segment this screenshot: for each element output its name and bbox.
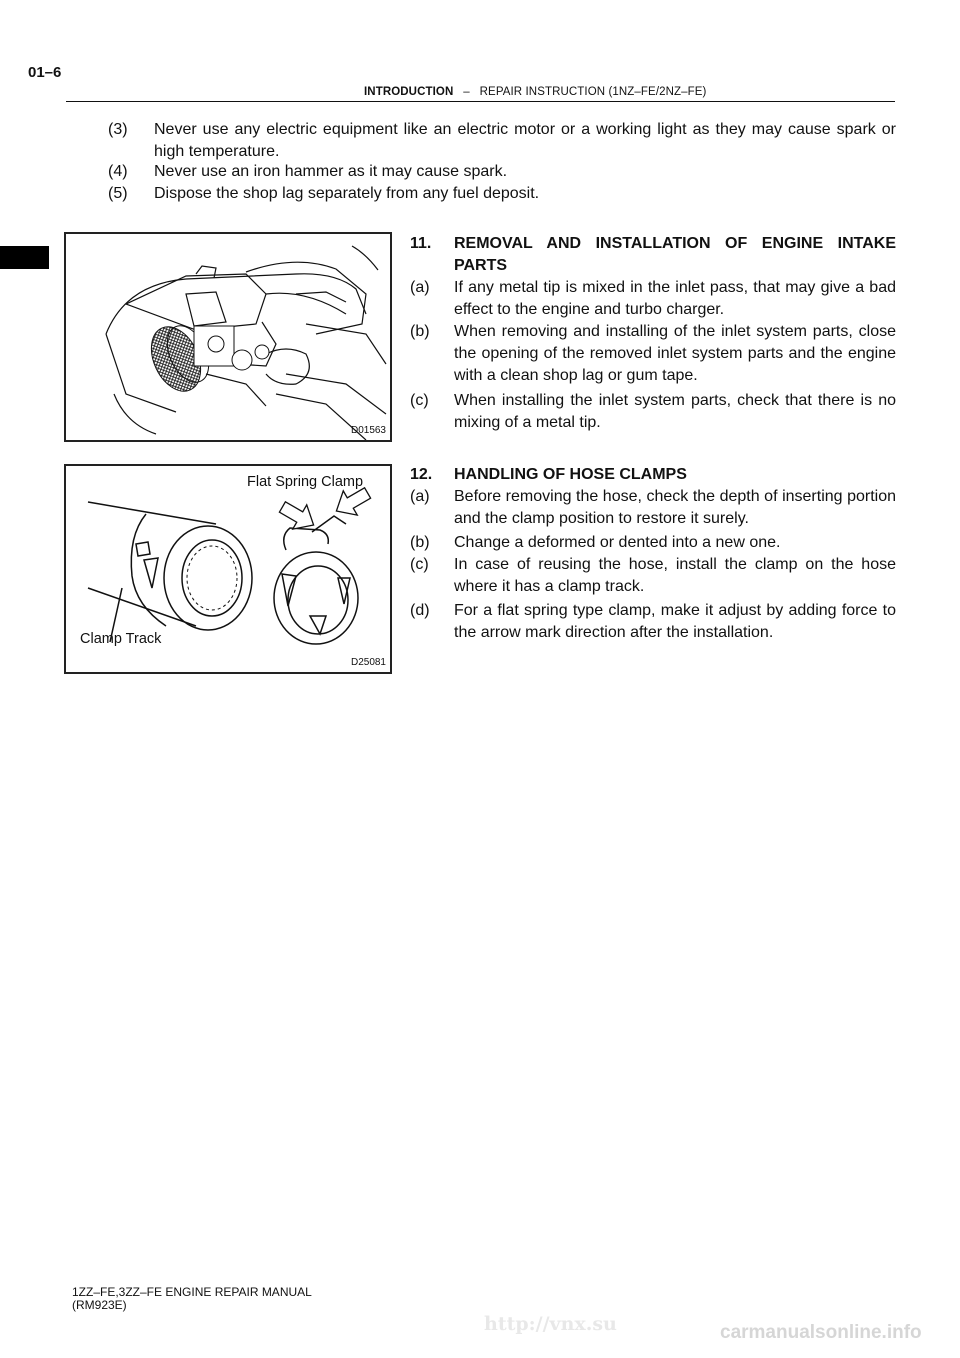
item-text: Before removing the hose, check the depth of inserting portion and the clamp position to restore it surely. [454,488,896,527]
engine-intake-illustration [66,234,390,440]
item-text: Never use any electric equipment like an electric motor or a working light as they may cause spark or high temperature. [154,121,896,160]
footer-manual-code: (RM923E) [72,1298,127,1312]
item-number: (c) [410,392,429,409]
figure-code: D25081 [350,657,386,668]
page-number: 01–6 [28,64,62,81]
item-text: In case of reusing the hose, install the clamp on the hose where it has a clamp track. [454,556,896,595]
list-item [108,119,896,163]
section-number: 12. [410,466,433,483]
item-text: Dispose the shop lag separately from any fuel deposit. [154,185,540,202]
item-text: Change a deformed or dented into a new one. [454,534,781,551]
section-title: REMOVAL AND INSTALLATION OF ENGINE INTAKE PARTS [454,235,896,274]
list-item [410,390,896,434]
section-number: 11. [410,235,432,252]
section-tab-marker [0,246,49,269]
section-11-heading [410,233,896,277]
list-item [410,554,896,598]
header-rule [66,101,895,102]
header-section: INTRODUCTION [364,86,454,98]
item-number: (3) [108,121,128,138]
item-number: (4) [108,163,128,180]
item-number: (5) [108,185,128,202]
watermark-site: carmanualsonline.info [720,1322,922,1343]
flat-spring-clamp-label: Flat Spring Clamp [247,474,364,490]
header-title [364,86,706,98]
section-title: HANDLING OF HOSE CLAMPS [454,466,687,483]
item-number: (a) [410,488,430,505]
item-number: (c) [410,556,429,573]
clamp-track-label: Clamp Track [80,631,162,647]
list-item [410,277,896,321]
footer-manual-title: 1ZZ–FE,3ZZ–FE ENGINE REPAIR MANUAL [72,1285,312,1299]
item-text: When installing the inlet system parts, check that there is no mixing of a metal tip. [454,392,896,431]
item-text: If any metal tip is mixed in the inlet pass, that may give a bad effect to the engine and turbo charger. [454,279,896,318]
item-text: Never use an iron hammer as it may cause spark. [154,163,508,180]
hose-clamp-figure [64,464,392,674]
item-text: For a flat spring type clamp, make it adjust by adding force to the arrow mark direction after the installation. [454,602,896,641]
watermark-url: http://vnx.su [484,1313,617,1335]
header-subtitle: REPAIR INSTRUCTION (1NZ–FE/2NZ–FE) [479,86,707,98]
item-number: (d) [410,602,430,619]
header-separator: – [463,86,470,98]
item-number: (a) [410,279,430,296]
figure-code: D01563 [350,425,386,436]
list-item [410,486,896,530]
engine-intake-figure [64,232,392,442]
item-number: (b) [410,534,430,551]
item-text: When removing and installing of the inlet system parts, close the opening of the removed inlet system parts and the engine with a clean shop lag or gum tape. [454,323,896,384]
list-item [410,600,896,644]
item-number: (b) [410,323,430,340]
list-item [410,321,896,387]
